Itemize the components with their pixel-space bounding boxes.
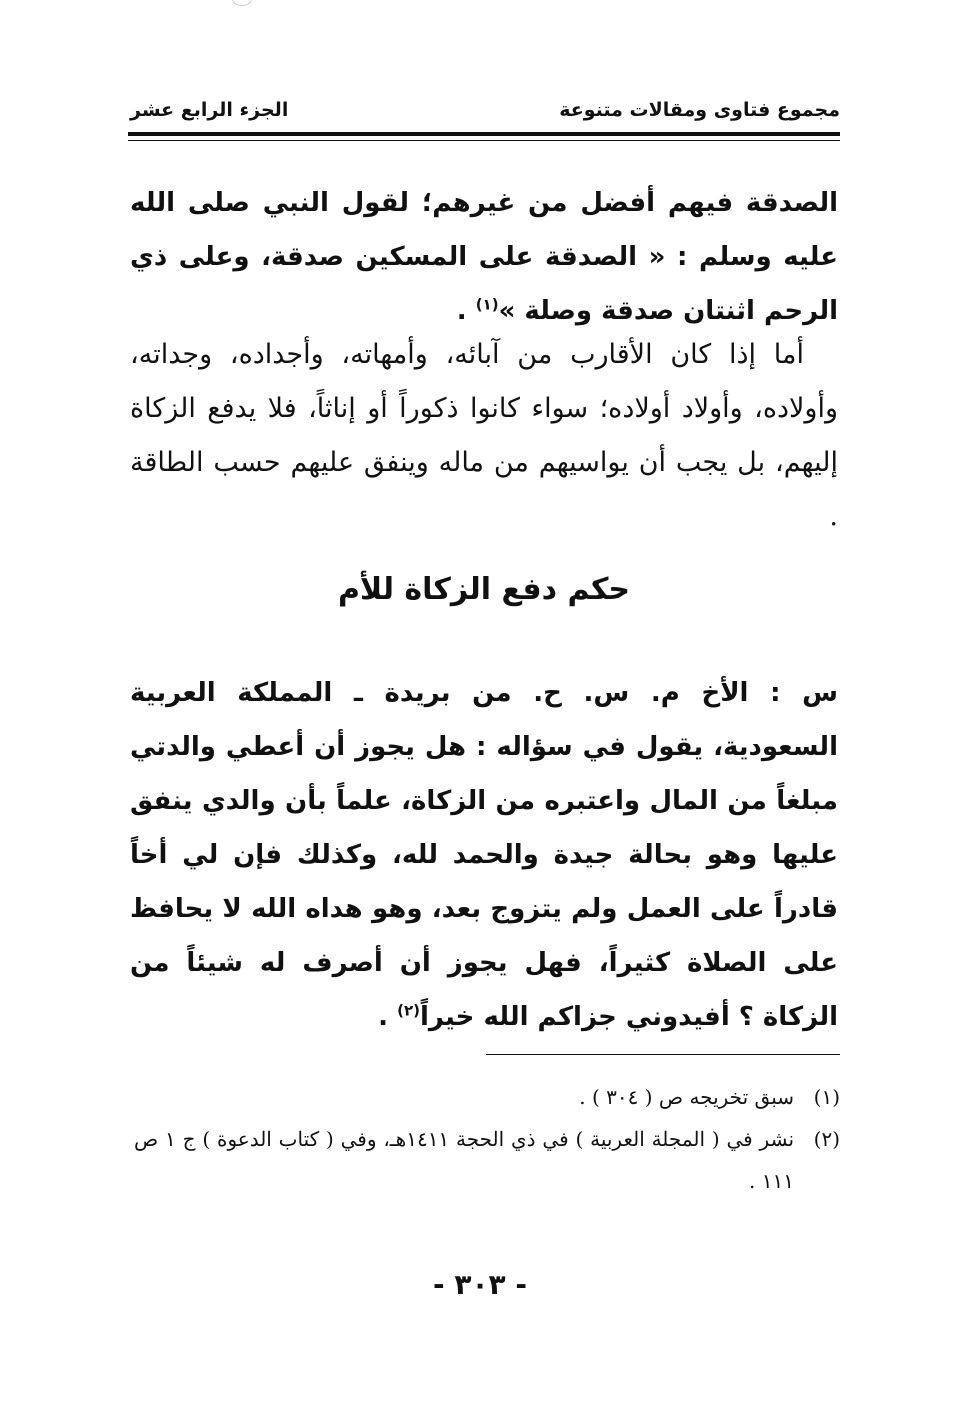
- header-rule-thin: [128, 140, 840, 141]
- book-title: مجموع فتاوى ومقالات متنوعة: [559, 99, 840, 121]
- section-heading: حكم دفع الزكاة للأم: [337, 572, 631, 607]
- header-rule-thick: [128, 132, 840, 136]
- running-header: [130, 92, 840, 128]
- footnote-number: (٢): [813, 1127, 840, 1151]
- page-number: - ٣٠٣ -: [432, 1268, 528, 1301]
- paragraph-relatives: أما إذا كان الأقارب من آبائه، وأمهاته، وأجداده، وجداته، وأولاده، وأولاد أولاده؛ سواء كانوا ذكوراً أو إناثاً، فلا يدفع الزكاة إليهم، بل يجب أن يواسيهم من ماله وينفق عليهم حسب الطاقة .: [130, 339, 838, 532]
- footnote-separator: [486, 1054, 840, 1055]
- footnote-item: [134, 1118, 840, 1202]
- footnotes: [134, 1076, 840, 1202]
- footnote-text: سبق تخريجه ص ( ٣٠٤ ) .: [579, 1085, 794, 1109]
- scan-mark: [232, 0, 252, 6]
- paragraph-hadith-end: .: [456, 296, 467, 326]
- footnote-number: (١): [813, 1085, 840, 1109]
- question-paragraph: [130, 666, 838, 1044]
- volume-label: الجزء الرابع عشر: [130, 99, 289, 121]
- question-text: س : الأخ م. س. ح. من بريدة ـ المملكة العربية السعودية، يقول في سؤاله : هل يجوز أن أعطي والدتي مبلغاً من المال واعتبره من الزكاة، علماً بأن والدي ينفق عليها وهو بحالة جيدة والحمد لله، وكذلك فإن لي أخاً قادراً على العمل ولم يتزوج بعد، وهو هداه الله لا يحافظ على الصلاة كثيراً، فهل يجوز أن أصرف له شيئاً من الزكاة ؟ أفيدوني جزاكم الله خيراً: [130, 678, 838, 1032]
- footnote-ref-2: (٢): [397, 1001, 420, 1020]
- footnote-item: [134, 1076, 840, 1118]
- paragraph-hadith-text: الصدقة فيهم أفضل من غيرهم؛ لقول النبي صلى الله عليه وسلم : « الصدقة على المسكين صدقة، وعلى ذي الرحم اثنتان صدقة وصلة »: [130, 188, 838, 326]
- question-end: .: [378, 1002, 389, 1032]
- footnote-ref-1: (١): [475, 295, 499, 314]
- footnote-text: نشر في ( المجلة العربية ) في ذي الحجة ١٤١١هـ، وفي ( كتاب الدعوة ) ج ١ ص ١١١ .: [134, 1127, 795, 1193]
- paragraph-hadith: [130, 176, 838, 338]
